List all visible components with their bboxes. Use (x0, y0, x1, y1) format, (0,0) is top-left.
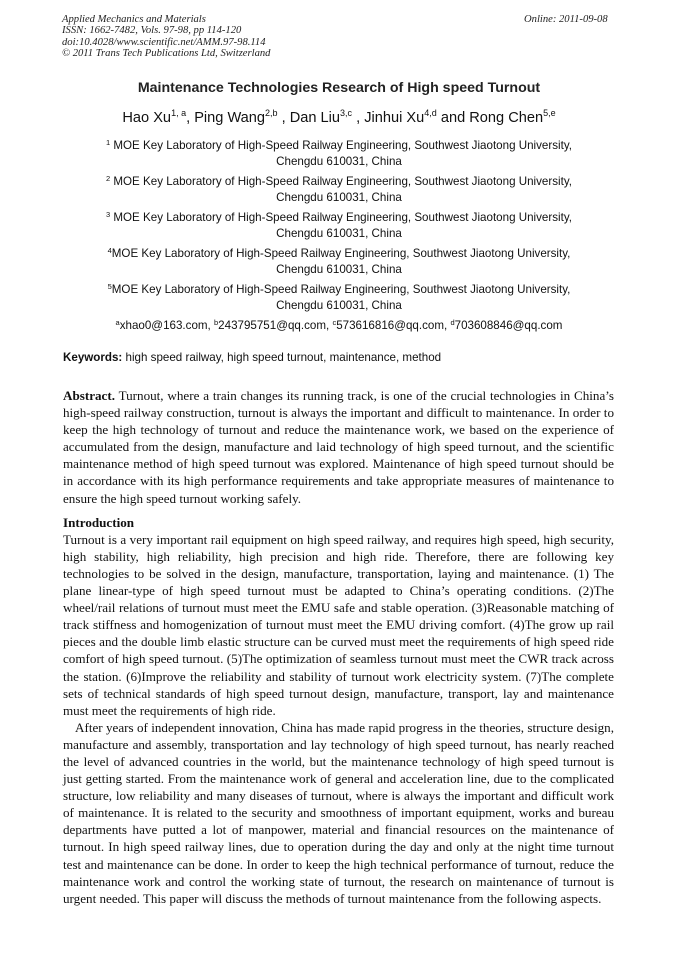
affiliation (0, 246, 678, 277)
author-affil-sup: 5,e (543, 108, 556, 118)
affiliation-city: Chengdu 610031, China (276, 298, 402, 312)
email-address[interactable]: 703608846@qq.com (454, 319, 563, 332)
abstract (63, 387, 614, 507)
paper-body (63, 387, 614, 907)
affiliation-city: Chengdu 610031, China (276, 226, 402, 240)
issn-line: ISSN: 1662-7482, Vols. 97-98, pp 114-120 (62, 25, 242, 37)
author-name: Rong Chen (469, 110, 544, 126)
author-name: Ping Wang (194, 110, 266, 126)
journal-name: Applied Mechanics and Materials (62, 14, 206, 25)
email-sup: b (214, 318, 219, 327)
affiliation-city: Chengdu 610031, China (276, 262, 402, 276)
author-affil-sup: 1, a (171, 108, 187, 118)
affiliation-line: MOE Key Laboratory of High-Speed Railway Engineering, Southwest Jiaotong University, (111, 247, 571, 260)
affiliation-line: MOE Key Laboratory of High-Speed Railway Engineering, Southwest Jiaotong University, (110, 139, 572, 152)
affiliation (0, 282, 678, 313)
journal-header (62, 14, 270, 60)
email-list (0, 318, 678, 334)
affiliation-number: 2 (105, 174, 111, 183)
author-name: Dan Liu (289, 110, 341, 126)
keywords-text: high speed railway, high speed turnout, maintenance, method (122, 351, 442, 364)
author-affil-sup: 4,d (424, 108, 437, 118)
affiliation-line: MOE Key Laboratory of High-Speed Railway Engineering, Southwest Jiaotong University, (111, 283, 571, 296)
author-separator: and (436, 110, 470, 126)
affiliation-number: 3 (105, 210, 111, 219)
email-address[interactable]: xhao0@163.com, (119, 319, 214, 332)
author-separator: , (186, 110, 195, 126)
email-address[interactable]: 243795751@qq.com, (218, 319, 333, 332)
affiliation-number: 5 (107, 282, 112, 291)
email-sup: d (450, 318, 455, 327)
author-name: Hao Xu (122, 110, 172, 126)
author-list (0, 110, 678, 126)
affiliation-city: Chengdu 610031, China (276, 154, 402, 168)
affiliations (0, 138, 678, 334)
affiliation-city: Chengdu 610031, China (276, 190, 402, 204)
online-date: Online: 2011-09-08 (524, 14, 608, 25)
email-sup: a (115, 318, 120, 327)
author-affil-sup: 2,b (265, 108, 278, 118)
author-name: Jinhui Xu (364, 110, 425, 126)
affiliation-number: 1 (105, 138, 111, 147)
intro-paragraph: Turnout is a very important rail equipment on high speed railway, and requires high speed, high security, high stability, high reliability, high precision and high ride. Therefore, there are following key technologies to be solved in the design, manufacture, transportation, laying and maintenance. (1) The plane linear-type of high speed turnout must be adapted to China’s operating conditions. (2)The wheel/rail relations of turnout must meet the EMU safe and stable operation. (3)Reasonable matching of track stiffness and homogenization of turnout must meet the EMU driving comfort. (4)The grow up rail pieces and the double limb elastic structure can be curved must meet the requirements of high speed ride comfort of high speed turnout. (5)The optimization of seamless turnout must meet the CWR track across the station. (6)Improve the reliability and stability of turnout work electricity system. (7)The complete sets of technical standards of high speed turnout design, manufacture, transport, lay and maintenance must meet the requirements of high ride. (63, 531, 614, 718)
section-heading-introduction: Introduction (63, 514, 135, 530)
affiliation-line: MOE Key Laboratory of High-Speed Railway Engineering, Southwest Jiaotong University, (110, 211, 572, 224)
affiliation (0, 138, 678, 169)
author-affil-sup: 3,c (340, 108, 353, 118)
paper-title: Maintenance Technologies Research of High speed Turnout (137, 80, 541, 96)
affiliation-number: 4 (107, 246, 112, 255)
abstract-text: Turnout, where a train changes its running track, is one of the crucial technologies in China’s high-speed railway construction, turnout is always the important and difficult to maintenance. In order to keep the high technology of turnout and reduce the maintenance work, we based on the experience of accumulated from the design, manufacture and laid technology of high speed turnout, and the scientific maintenance method of high speed turnout was explored. Maintenance of high speed turnout should be in accordance with its high performance requirements and take appropriate measures of maintenance to ensure the high speed turnout working safely. (63, 388, 614, 506)
email-address[interactable]: 573616816@qq.com, (336, 319, 451, 332)
email-sup: c (332, 318, 337, 327)
keywords (63, 351, 441, 364)
abstract-label: Abstract. (63, 388, 115, 403)
keywords-label: Keywords: (63, 351, 123, 364)
author-separator: , (277, 110, 290, 126)
author-separator: , (352, 110, 365, 126)
doi-line: doi:10.4028/www.scientific.net/AMM.97-98.114 (62, 36, 266, 48)
intro-paragraph: After years of independent innovation, China has made rapid progress in the theories, structure design, manufacture and assembly, transportation and lay technology of high speed turnout, has nearly reached the level of advanced countries in the world, but the maintenance technology of high speed turnout is just getting started. From the maintenance work of general and acceleration line, due to the complicated structure, low reliability and many diseases of turnout, where is always the important and difficult work of maintenance. It is related to the security and smoothness of important equipment, works and bureau departments have putted a lot of manpower, material and financial resources on the maintenance of turnout. In high speed railway lines, due to operation during the day and only at the night time turnout test and maintenance can be done. In order to keep the high technical performance of turnout, reduce the maintenance work and control the working state of turnout, the research on maintenance of turnout is urgent needed. This paper will discuss the methods of turnout maintenance from the following aspects. (63, 719, 614, 906)
affiliation (0, 174, 678, 205)
affiliation-line: MOE Key Laboratory of High-Speed Railway Engineering, Southwest Jiaotong University, (110, 175, 572, 188)
affiliation (0, 210, 678, 241)
copyright-line: © 2011 Trans Tech Publications Ltd, Switzerland (62, 48, 271, 60)
